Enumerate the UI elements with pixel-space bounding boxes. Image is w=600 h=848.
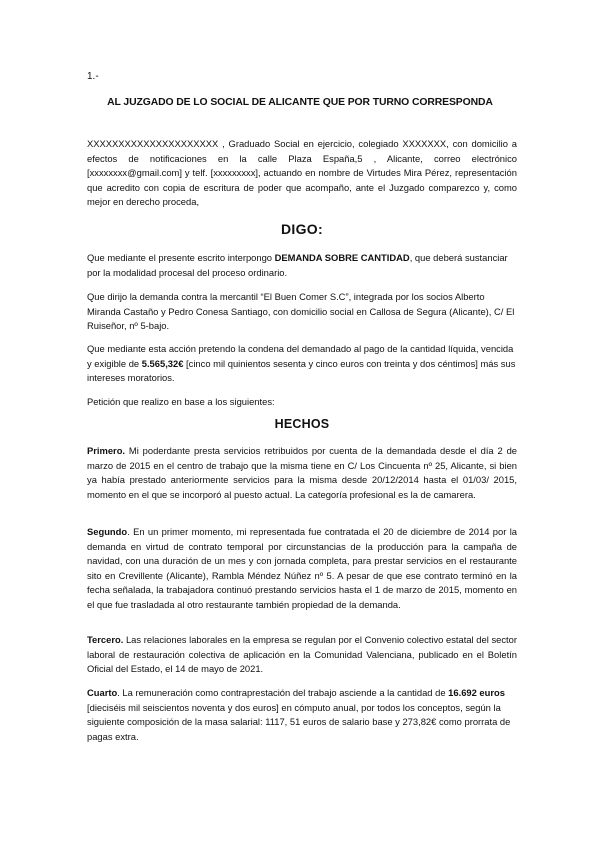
paragraph-peticion: Petición que realizo en base a los siguientes:: [87, 396, 275, 407]
fact-segundo: Segundo. En un primer momento, mi representada fue contratada el 20 de diciembre de 2014 por la demanda en virtud de contrato temporal por circunstancias de la producción para la campaña de navidad, con una duración de un mes y con jornada completa, para prestar servicios en el restaurante sito en Crevillente (Alicante), Rambla Méndez Núñez nº 5. A pesar de que ese contrato terminó en la fecha señalada, la trabajadora continuó prestando servicios hasta el 1 de marzo de 2015, momento en el que fue trasladada al otro restaurante también propiedad de la demanda.: [87, 526, 517, 610]
salary-bold: 16.692 euros: [448, 687, 505, 698]
intro-paragraph: XXXXXXXXXXXXXXXXXXXXX , Graduado Social en ejercicio, colegiado XXXXXXX, con domicilio a efectos de notificaciones en la calle Plaza España,5 , Alicante, correo electrónico [xxxxxxxx@gmail.com] y telf. [xxxxxxxxx], actuando en nombre de Virtudes Mira Pérez, representación que acredito con copia de escritura de poder que acompaño, ante el Juzgado comparezco y, como mejor en derecho proceda,: [87, 138, 517, 208]
fact-label: Primero.: [87, 445, 126, 456]
fact-primero: Primero. Mi poderdante presta servicios retribuidos por cuenta de la demandada desde el día 2 de marzo de 2015 en el centro de trabajo que la misma tiene en C/ Los Cincuenta nº 25, Alicante, si bien ya había prestado anteriormente servicios para la misma desde 20/12/2014 hasta el 01/03/ 2015, momento en el que se incorporó al puesto actual. La categoría profesional es la de camarera.: [87, 445, 517, 500]
demanda-bold: DEMANDA SOBRE CANTIDAD: [274, 252, 410, 263]
paragraph-demandado: Que dirijo la demanda contra la mercantil “El Buen Comer S.C”, integrada por los socios Alberto Miranda Castaño y Pedro Conesa Santiago, con domicilio social en Callosa de Segura (Alicante), C/ El Ruiseñor, nº 5-bajo.: [87, 291, 515, 332]
fact-label: Cuarto: [87, 687, 118, 698]
fact-label: Segundo: [87, 526, 128, 537]
document-number: 1.-: [87, 71, 99, 82]
fact-label: Tercero.: [87, 634, 124, 645]
digo-heading: DIGO:: [281, 221, 323, 237]
amount-bold: 5.565,32€: [141, 357, 184, 369]
hechos-heading: HECHOS: [274, 417, 330, 431]
paragraph-demanda: Que mediante el presente escrito interpongo DEMANDA SOBRE CANTIDAD, que deberá sustanciar por la modalidad procesal del proceso ordinario.: [87, 252, 508, 278]
paragraph-cantidad: Que mediante esta acción pretendo la condena del demandado al pago de la cantidad líquida, vencida y exigible de 5.565,32€ [cinco mil quinientos sesenta y cinco euros con treinta y dos céntimos] más sus intereses moratorios.: [87, 343, 516, 384]
fact-tercero: Tercero. Las relaciones laborales en la empresa se regulan por el Convenio colectivo estatal del sector laboral de restauración colectiva de aplicación en la Comunidad Valenciana, publicado en el Boletín Oficial del Estado, el 14 de mayo de 2021.: [87, 634, 517, 675]
court-title: AL JUZGADO DE LO SOCIAL DE ALICANTE QUE POR TURNO CORRESPONDA: [107, 97, 493, 108]
fact-cuarto: Cuarto. La remuneración como contraprestación del trabajo asciende a la cantidad de 16.692 euros [dieciséis mil seiscientos noventa y dos euros] en cómputo anual, por todos los conceptos, según la siguiente composición de la masa salarial: 1117, 51 euros de salario base y 273,82€ como prorrata de pagas extra.: [87, 687, 511, 742]
